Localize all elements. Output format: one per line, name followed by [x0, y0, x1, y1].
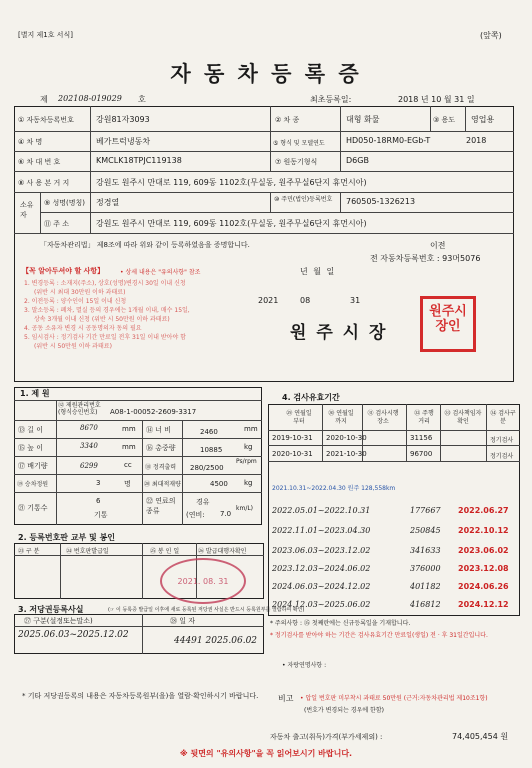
notice-item-2: 2. 이전등록 : 양수인이 15일 이내 신청: [24, 298, 127, 305]
length-unit: mm: [122, 425, 136, 433]
inspector-note: • 자랑연명사항 :: [282, 662, 327, 669]
width-value: 2460: [200, 428, 218, 436]
bigo-line-2: (번호가 변경되는 경우에 한함): [304, 707, 384, 714]
insp-col-inspector: ㉝ 검사책임자확인: [444, 410, 482, 425]
insp-km-2: 250845: [410, 526, 441, 535]
displacement-value: 6299: [80, 462, 98, 470]
price-value: 74,405,454 원: [452, 732, 509, 741]
gross-label: ⑯ 총중량: [146, 444, 176, 452]
insp-hand-5: 2024.06.03~2024.12.02: [272, 582, 371, 591]
notice-body: [24, 279, 284, 351]
mayor-seal: 원주시장인: [420, 296, 476, 352]
insp-hand-6: 2024.12.03~2025.06.02: [272, 600, 371, 609]
vehicle-no-label: ① 자동차등록번호: [18, 116, 74, 124]
displacement-unit: cc: [124, 461, 132, 469]
efficiency-unit: km/L): [236, 505, 254, 512]
notice-item-4: 4. 공동 소유자 변경 시 공동명의자 동의 필요: [24, 325, 142, 332]
insp-row2-to: 2021-10-30: [326, 450, 367, 458]
insp-col-from: ㉙ 연월일부터: [286, 410, 312, 425]
issue-date-labels: 년 월 일: [300, 267, 335, 276]
insp-row1-to: 2020-10-30: [326, 434, 367, 442]
insp-stamp-5: 2024.06.26: [458, 582, 509, 591]
gross-unit: kg: [244, 443, 253, 451]
lien-hand-1: 2025.06.03~2025.12.02: [18, 630, 129, 640]
specs-title: 1. 제 원: [20, 389, 50, 398]
first-reg-date: 2018 년 10 월 31 일: [398, 95, 475, 104]
lien-title: 3. 저당권등록사실: [18, 605, 84, 614]
model-name-label: ④ 차 명: [18, 138, 43, 146]
usage-value: 영업용: [471, 115, 495, 124]
power-value: 280/2500: [190, 464, 224, 472]
plate-title: 2. 등록번호판 교부 및 봉인: [18, 533, 116, 542]
max-load-label: ⑳ 최대적재량: [144, 481, 181, 488]
type-year-value: HD050-18RM0-EGb-T: [346, 136, 431, 145]
lien-col-type: ㉗ 구분(설정또는말소): [24, 617, 93, 625]
seats-label: ⑲ 승차정원: [17, 481, 49, 488]
location-label: ⑧ 사 용 본 거 지: [18, 179, 70, 187]
seats-unit: 명: [124, 480, 131, 488]
insp-col-place: ㉛ 검사시행장소: [367, 410, 399, 425]
insp-stamped-row: 2021.10.31~2022.04.30 원주 128,558km: [272, 485, 396, 492]
notice-item-5b: (위반 시 50만원 이하 과태료): [34, 343, 112, 350]
cylinders-label: ㉑ 기통수: [18, 504, 48, 512]
vehicle-type-value: 대형 화물: [346, 115, 380, 124]
issue-month: 08: [300, 296, 311, 305]
efficiency-value: 7.0: [220, 510, 232, 518]
price-label: 자동차 출고(취득)가격(부가세제외) :: [270, 733, 383, 741]
form-number: [별지 제1호 서식]: [18, 31, 73, 39]
notice-item-3: 3. 말소등록 : 폐차, 멸실 등의 경우에는 1개월 이내, 매수 15일,: [24, 307, 190, 314]
insp-col-km: ㉜ 주행거리: [414, 410, 434, 425]
power-unit: Ps/rpm: [236, 458, 257, 465]
lien-hand-2: 44491 2025.06.02: [174, 636, 258, 646]
insp-col-to: ㉚ 연월일까지: [328, 410, 354, 425]
notice-item-3b: 상속 3개월 이내 신청 (위반 시 50만원 이하 과태료): [34, 316, 170, 323]
height-label: ⑮ 높 이: [18, 444, 43, 452]
max-load-unit: kg: [244, 479, 253, 487]
bigo-label: 비고: [278, 694, 294, 703]
vehicle-type-label: ② 차 종: [275, 116, 300, 124]
insp-stamp-6: 2024.12.12: [458, 600, 509, 609]
insp-hand-4: 2023.12.03~2024.06.02: [272, 564, 371, 573]
insp-row1-kind: 정기검사: [490, 437, 514, 444]
lien-col-date: ㉘ 일 자: [170, 617, 195, 625]
issue-day: 31: [350, 296, 361, 305]
max-load-value: 4500: [210, 480, 228, 488]
usage-label: ③ 용도: [433, 116, 456, 124]
resident-no-value: 760505-1326213: [346, 197, 416, 206]
engine-type-label: ⑦ 원동기형식: [275, 158, 318, 166]
gross-value: 10885: [200, 446, 223, 454]
insp-km-4: 376000: [410, 564, 441, 573]
insp-km-6: 416812: [410, 600, 441, 609]
cylinders-value: 6: [96, 497, 101, 505]
plate-col-seal-date: ㉕ 봉 인 일: [150, 548, 180, 555]
first-reg-label: 최초등록일:: [310, 95, 352, 104]
height-unit: mm: [122, 443, 136, 451]
power-label: ⑱ 정격출력: [145, 464, 177, 471]
vin-value: KMCLK18TPJC119138: [96, 156, 182, 165]
owner-label: 소유자: [20, 201, 34, 219]
displacement-label: ⑰ 배기량: [18, 462, 48, 470]
insp-stamp-3: 2023.06.02: [458, 546, 509, 555]
resident-no-label: ⑩ 주민(법인)등록번호: [274, 196, 333, 203]
location-value: 강원도 원주시 만대로 119, 609동 1102호(무실동, 원주무실6단지 휴먼시아): [96, 178, 367, 187]
type-year-label: ⑤ 형식 및 모델연도: [273, 140, 325, 147]
insp-col-kind: ㉞ 검사구분: [490, 410, 516, 425]
insp-hand-3: 2023.06.03~2023.12.02: [272, 546, 371, 555]
length-label: ⑬ 길 이: [18, 426, 43, 434]
notice-sub: • 상세 내용은 "유의사항" 참조: [120, 269, 201, 276]
insp-km-5: 401182: [410, 582, 441, 591]
insp-stamp-2: 2022.10.12: [458, 526, 509, 535]
notice-title: 【꼭 알아두셔야 할 사항】: [22, 267, 105, 275]
notice-item-5: 5. 임시검사 : 정기검사 기간 만료일 전후 31일 이내 받아야 함: [24, 334, 186, 341]
page-side: (앞쪽): [480, 31, 502, 40]
insp-row2-km: 96700: [410, 450, 433, 458]
insp-row1-from: 2019-10-31: [272, 434, 313, 442]
insp-km-3: 341633: [410, 546, 441, 555]
fuel-value: 경유: [196, 498, 210, 506]
owner-name-label: ⑨ 성명(명칭): [44, 199, 86, 207]
inspection-title: 4. 검사유효기간: [282, 393, 340, 402]
page-title: 자 동 차 등 록 증: [170, 62, 362, 86]
owner-name-value: 정경열: [96, 198, 120, 207]
cylinders-unit: 기통: [94, 511, 108, 519]
width-unit: mm: [244, 425, 258, 433]
insp-stamp-4: 2023.12.08: [458, 564, 509, 573]
notice-item-1b: (위반 시 최대 30만원 이하 과태료): [34, 289, 126, 296]
reg-no-value: 202108-019029: [58, 94, 122, 103]
spec-id-value: A08-1-00052-2609-3317: [110, 408, 197, 416]
reg-no-suffix: 호: [138, 95, 146, 104]
issuer-name: 원 주 시 장: [290, 323, 388, 343]
efficiency-label: (연비:: [186, 511, 205, 519]
insp-row2-from: 2020-10-31: [272, 450, 313, 458]
insp-row2-kind: 정기검사: [490, 453, 514, 460]
plate-col-agent: ㉖ 발급대행자확인: [198, 548, 247, 555]
left-footer-note: * 기타 저당권등록의 내용은 자동차등록원부(을)을 열람·확인하시기 바랍니다.: [22, 692, 259, 700]
insp-hand-1: 2022.05.01~2022.10.31: [272, 506, 371, 515]
engine-type-value: D6GB: [346, 156, 369, 165]
insp-stamp-1: 2022.06.27: [458, 506, 509, 515]
address-value: 강원도 원주시 만대로 119, 609동 1102호(무실동, 원주무실6단지 휴먼시아): [96, 219, 367, 228]
issue-year: 2021: [258, 296, 279, 305]
insp-note-2: * 정기검사를 받아야 하는 기간은 검사유효기간 만료일(생일) 전 · 후 31일간입니다.: [270, 632, 488, 639]
plate-seal-stamp: 2021. 08. 31: [160, 558, 246, 604]
width-label: ⑭ 너 비: [146, 426, 171, 434]
notice-item-1: 1. 변경등록 : 소재지(주소), 상호(성명)변경시 30일 이내 신청: [24, 280, 186, 287]
plate-col-type: ㉓ 구 분: [18, 548, 40, 555]
spec-id-label: ⑫ 제원관리번호(형식승인번호): [58, 402, 101, 416]
reg-no-label: 제: [40, 95, 48, 104]
insp-hand-2: 2022.11.01~2023.04.30: [272, 526, 371, 535]
plate-col-issue-date: ㉔ 번호판발급일: [66, 548, 109, 555]
address-label: ⑪ 주 소: [44, 220, 69, 228]
transfer-label: 이전: [430, 241, 446, 250]
fuel-label: ㉒ 연료의 종류: [146, 497, 176, 515]
insp-row1-km: 31156: [410, 434, 433, 442]
insp-km-1: 177667: [410, 506, 441, 515]
prev-reg-no: 전 자동차등록번호 : 93머5076: [370, 254, 481, 263]
vehicle-no-value: 강원81자3093: [96, 115, 150, 124]
length-value: 8670: [80, 424, 98, 432]
model-year-value: 2018: [466, 136, 487, 145]
certify-text: 「자동차관리법」 제8조에 따라 위와 같이 등록하였음을 증명합니다.: [40, 241, 250, 249]
model-name-value: 베가트럭냉동차: [96, 137, 151, 146]
seats-value: 3: [96, 479, 101, 487]
height-value: 3340: [80, 442, 98, 450]
vin-label: ⑥ 차 대 번 호: [18, 158, 61, 166]
insp-note-1: * 주의사항 : ㉟ 첫째란에는 신규등록일을 기재합니다.: [270, 620, 411, 627]
bottom-notice: ※ 뒷면의 "유의사항"을 꼭 읽어보시기 바랍니다.: [179, 749, 353, 758]
lien-note: (☞ 이 등록증 발급일 이후에 새로 등록된 저당권 사실은 반드시 등록원부를 열람하여 확인): [108, 607, 305, 613]
bigo-line-1: • 압일 번호판 미부착시 과태료 50만원 (근거:자동차관리법 제10조1항): [300, 695, 488, 702]
